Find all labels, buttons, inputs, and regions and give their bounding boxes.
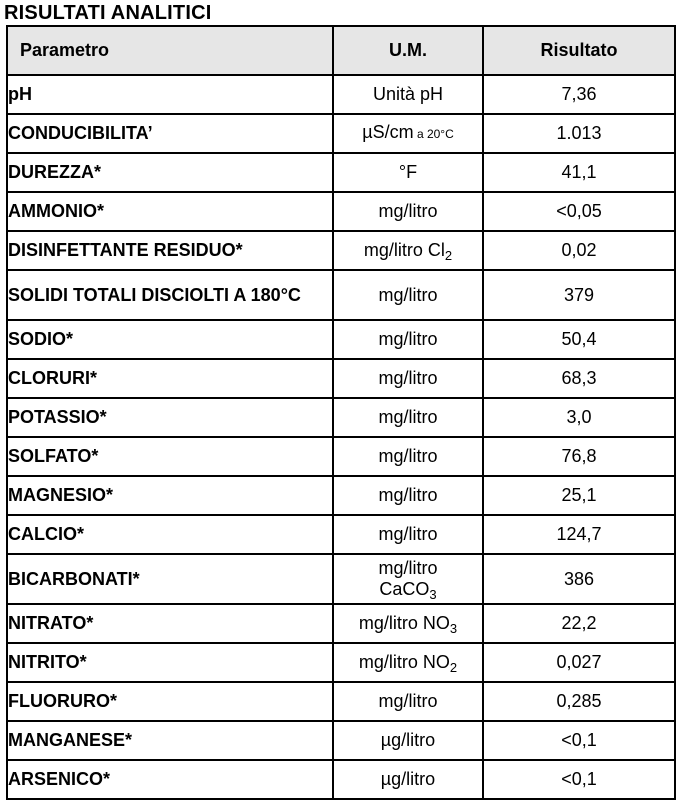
unit-text: mg/litro xyxy=(378,284,438,305)
parameter-name: SOLFATO* xyxy=(7,437,333,476)
table-row xyxy=(7,515,675,554)
result-value: 3,0 xyxy=(483,398,675,437)
result-value: 68,3 xyxy=(483,359,675,398)
result-value: 76,8 xyxy=(483,437,675,476)
result-value: 25,1 xyxy=(483,476,675,515)
result-value: 0,285 xyxy=(483,682,675,721)
column-header-risultato: Risultato xyxy=(483,26,675,75)
column-header-parametro: Parametro xyxy=(7,26,333,75)
table-row xyxy=(7,231,675,270)
parameter-name: CALCIO* xyxy=(7,515,333,554)
table-row xyxy=(7,270,675,320)
result-value: 0,02 xyxy=(483,231,675,270)
unit-of-measure xyxy=(333,682,483,721)
unit-of-measure xyxy=(333,231,483,270)
parameter-name: DUREZZA* xyxy=(7,153,333,192)
unit-text: mg/litro xyxy=(378,557,438,578)
unit-of-measure xyxy=(333,515,483,554)
result-value: <0,05 xyxy=(483,192,675,231)
parameter-name: DISINFETTANTE RESIDUO* xyxy=(7,231,333,270)
unit-text: mg/litro xyxy=(378,691,438,711)
unit-text: °F xyxy=(398,162,418,182)
table-row xyxy=(7,554,675,604)
page-title: RISULTATI ANALITICI xyxy=(4,2,212,24)
unit-of-measure xyxy=(333,604,483,643)
table-row xyxy=(7,721,675,760)
parameter-name: FLUORURO* xyxy=(7,682,333,721)
result-value: 386 xyxy=(483,554,675,604)
unit-of-measure xyxy=(333,760,483,799)
unit-of-measure xyxy=(333,75,483,114)
parameter-name: NITRITO* xyxy=(7,643,333,682)
unit-of-measure xyxy=(333,320,483,359)
parameter-name: MAGNESIO* xyxy=(7,476,333,515)
unit-text: mg/litro xyxy=(378,407,438,427)
unit-text: mg/litro NO xyxy=(358,612,450,633)
table-row xyxy=(7,643,675,682)
table-row xyxy=(7,75,675,114)
unit-of-measure xyxy=(333,114,483,153)
unit-text: µg/litro xyxy=(380,730,436,750)
unit-text: µg/litro xyxy=(380,769,436,789)
unit-of-measure xyxy=(333,398,483,437)
parameter-name: SODIO* xyxy=(7,320,333,359)
unit-text: µS/cm xyxy=(362,122,414,142)
unit-subscript: 2 xyxy=(444,247,453,263)
result-value: 379 xyxy=(483,270,675,320)
unit-text: mg/litro Cl xyxy=(363,239,445,260)
unit-text: Unità pH xyxy=(372,84,444,104)
result-value: 124,7 xyxy=(483,515,675,554)
table-row xyxy=(7,359,675,398)
parameter-name: CLORURI* xyxy=(7,359,333,398)
result-value: <0,1 xyxy=(483,760,675,799)
parameter-name: POTASSIO* xyxy=(7,398,333,437)
parameter-name: pH xyxy=(7,75,333,114)
parameter-name: BICARBONATI* xyxy=(7,554,333,604)
table-row xyxy=(7,682,675,721)
unit-temperature-note: a 20°C xyxy=(413,127,454,141)
result-value: 22,2 xyxy=(483,604,675,643)
table-header-row xyxy=(7,26,675,75)
unit-subscript: 3 xyxy=(429,586,437,602)
result-value: <0,1 xyxy=(483,721,675,760)
unit-of-measure xyxy=(333,721,483,760)
parameter-name: AMMONIO* xyxy=(7,192,333,231)
unit-text: mg/litro xyxy=(378,201,438,221)
unit-text: mg/litro xyxy=(378,485,438,505)
table-row xyxy=(7,192,675,231)
result-value: 50,4 xyxy=(483,320,675,359)
unit-of-measure xyxy=(333,437,483,476)
parameter-name: ARSENICO* xyxy=(7,760,333,799)
unit-text: mg/litro xyxy=(378,524,438,544)
table-row xyxy=(7,153,675,192)
results-table-body xyxy=(7,75,675,799)
table-row xyxy=(7,437,675,476)
unit-text: mg/litro xyxy=(378,329,438,349)
unit-subscript: 3 xyxy=(449,620,458,636)
unit-text: mg/litro xyxy=(378,368,438,388)
unit-text-line2: CaCO xyxy=(379,578,430,599)
unit-of-measure xyxy=(333,476,483,515)
result-value: 1.013 xyxy=(483,114,675,153)
unit-of-measure xyxy=(333,554,483,604)
result-value: 7,36 xyxy=(483,75,675,114)
parameter-name: SOLIDI TOTALI DISCIOLTI A 180°C xyxy=(7,270,333,320)
unit-text: mg/litro NO xyxy=(358,651,450,672)
table-row xyxy=(7,320,675,359)
table-row xyxy=(7,114,675,153)
table-row xyxy=(7,604,675,643)
unit-subscript: 2 xyxy=(449,659,458,675)
unit-of-measure xyxy=(333,270,483,320)
parameter-name: NITRATO* xyxy=(7,604,333,643)
column-header-um: U.M. xyxy=(333,26,483,75)
unit-of-measure xyxy=(333,359,483,398)
unit-text: mg/litro xyxy=(378,446,438,466)
unit-of-measure xyxy=(333,643,483,682)
table-row xyxy=(7,760,675,799)
result-value: 41,1 xyxy=(483,153,675,192)
unit-of-measure xyxy=(333,153,483,192)
table-row xyxy=(7,398,675,437)
result-value: 0,027 xyxy=(483,643,675,682)
parameter-name: MANGANESE* xyxy=(7,721,333,760)
table-row xyxy=(7,476,675,515)
unit-of-measure xyxy=(333,192,483,231)
results-table xyxy=(6,25,676,800)
parameter-name: CONDUCIBILITA’ xyxy=(7,114,333,153)
